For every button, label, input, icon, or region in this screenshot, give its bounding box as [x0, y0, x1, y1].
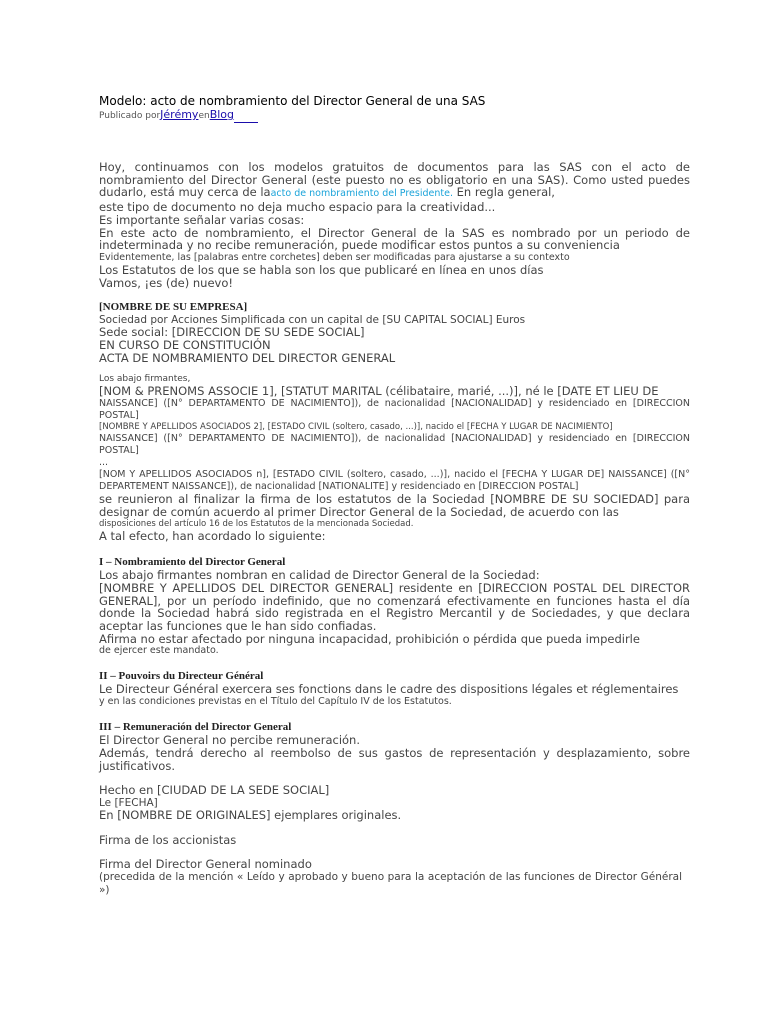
signer-1-line2: NAISSANCE] ([N° DEPARTAMENTO DE NACIMIENTO]), de nacionalidad [NACIONALIDAD] y residenciado en [DIRECCION POSTAL]	[99, 398, 690, 422]
section-1-line1: Los abajo firmantes nombran en calidad de Director General de la Sociedad:	[99, 568, 540, 583]
intro-text: Hoy, continuamos con los modelos gratuitos de documentos para las SAS con el acto de nombramiento del Director General (este puesto no es obligatorio en una SAS). Como usted puedes dudarlo, está muy cerca de la	[99, 160, 690, 200]
section-1-line2: [NOMBRE Y APELLIDOS DEL DIRECTOR GENERAL] residente en [DIRECCION POSTAL DEL DIRECTOR GENERAL], por un período indefinido, que no comenzará efectivamente en funciones hasta el día donde la Sociedad habrá sido registrada en el Registro Mercantil y de Sociedades, y que declara aceptar las funciones que le han sido confiadas.	[99, 580, 690, 634]
intro-closing: Vamos, ¡es (de) nuevo!	[99, 275, 234, 290]
byline-mid: en	[198, 111, 210, 121]
date-signed: Le [FECHA]	[99, 796, 158, 809]
signers-ellipsis: ...	[99, 457, 109, 469]
section-3-line2: Además, tendrá derecho al reembolso de sus gastos de representación y desplazamiento, sobre justificativos.	[99, 745, 690, 773]
section-2-line1-small: y en las condiciones previstas en el Título del Capítulo IV de los Estatutos.	[99, 696, 452, 708]
link-underline	[234, 112, 258, 123]
byline-prefix: Publicado por	[99, 111, 161, 121]
author-link[interactable]: Jérémy	[160, 108, 199, 121]
intro-statutes-note: Los Estatutos de los que se habla son los que publicaré en línea en unos días	[99, 262, 544, 277]
signer-2-line1: [NOMBRE Y APELLIDOS ASOCIADOS 2], [ESTADO CIVIL (soltero, casado, ...)], nacido el [FECHA Y LUGAR DE NACIMIENTO]	[99, 422, 613, 433]
shareholders-signature: Firma de los accionistas	[99, 832, 237, 847]
page-title: Modelo: acto de nombramiento del Director General de una SAS	[99, 94, 486, 108]
intro-note: Es importante señalar varias cosas:	[99, 212, 305, 227]
director-mention: (precedida de la mención « Leído y aprobado y bueno para la aceptación de las funciones de Director Général »)	[99, 871, 682, 896]
intro-text-after: En regla general,	[452, 185, 555, 200]
company-capital: Sociedad por Acciones Simplificada con un capital de [SU CAPITAL SOCIAL] Euros	[99, 314, 526, 327]
company-status: EN CURSO DE CONSTITUCIÓN	[99, 338, 271, 353]
company-name: [NOMBRE DE SU EMPRESA]	[99, 301, 248, 314]
intro-paragraph	[99, 161, 690, 201]
act-title: ACTA DE NOMBRAMIENTO DEL DIRECTOR GENERAL	[99, 350, 396, 365]
category-link[interactable]: Blog	[209, 108, 235, 121]
agreement-intro: A tal efecto, han acordado lo siguiente:	[99, 528, 326, 543]
section-2-line1: Le Directeur Général exercera ses fonctions dans le cadre des dispositions légales et réglementaires	[99, 682, 679, 697]
copies: En [NOMBRE DE ORIGINALES] ejemplares originales.	[99, 807, 402, 822]
signer-n: [NOM Y APELLIDOS ASOCIADOS n], [ESTADO CIVIL (soltero, casado, ...)], nacido el [FECHA Y LUGAR DE] NAISSANCE] ([N° DEPARTEMENT NAISSANCE]), de nacionalidad [NATIONALITE] y residenciado en [DIRECCION POSTAL]	[99, 469, 690, 493]
president-act-link[interactable]: acto de nombramiento del Presidente.	[270, 188, 453, 200]
section-1-line3-small: de ejercer este mandato.	[99, 645, 219, 657]
intro-point: En este acto de nombramiento, el Director General de la SAS es nombrado por un periodo de indeterminada y no recibe remuneración, puede modificar estos puntos a su conveniencia	[99, 225, 690, 253]
section-1-heading: I – Nombramiento del Director General	[99, 556, 286, 569]
section-2-heading: II – Pouvoirs du Directeur Général	[99, 670, 264, 683]
place-signed: Hecho en [CIUDAD DE LA SEDE SOCIAL]	[99, 783, 330, 798]
section-3-heading: III – Remuneración del Director General	[99, 721, 292, 734]
intro-line2: este tipo de documento no deja mucho espacio para la creatividad...	[99, 200, 496, 215]
signer-2-line2: NAISSANCE] ([N° DEPARTAMENTO DE NACIMIENTO]), de nacionalidad [NACIONALIDAD] y residenciado en [DIRECCION POSTAL]	[99, 433, 690, 457]
byline	[99, 108, 690, 123]
section-1-line3: Afirma no estar afectado por ninguna incapacidad, prohibición o pérdida que pueda impedirle	[99, 631, 640, 646]
director-signature: Firma del Director General nominado	[99, 857, 312, 872]
signers-intro: Los abajo firmantes,	[99, 374, 191, 385]
signers-meeting: se reunieron al finalizar la firma de los estatutos de la Sociedad [NOMBRE DE SU SOCIEDAD] para designar de común acuerdo al primer Director General de la Sociedad, de acuerdo con las	[99, 492, 690, 519]
intro-brackets-note: Evidentemente, las [palabras entre corchetes] deben ser modificadas para ajustarse a su contexto	[99, 251, 570, 263]
document-page	[99, 94, 690, 897]
signer-1-line1: [NOM & PRENOMS ASSOCIE 1], [STATUT MARITAL (célibataire, marié, ...)], né le [DATE ET LIEU DE	[99, 384, 659, 399]
company-seat: Sede social: [DIRECCION DE SU SEDE SOCIAL]	[99, 325, 365, 340]
signers-meeting-small: disposiciones del artículo 16 de los Estatutos de la mencionada Sociedad.	[99, 518, 414, 529]
section-3-line1: El Director General no percibe remuneración.	[99, 733, 361, 748]
